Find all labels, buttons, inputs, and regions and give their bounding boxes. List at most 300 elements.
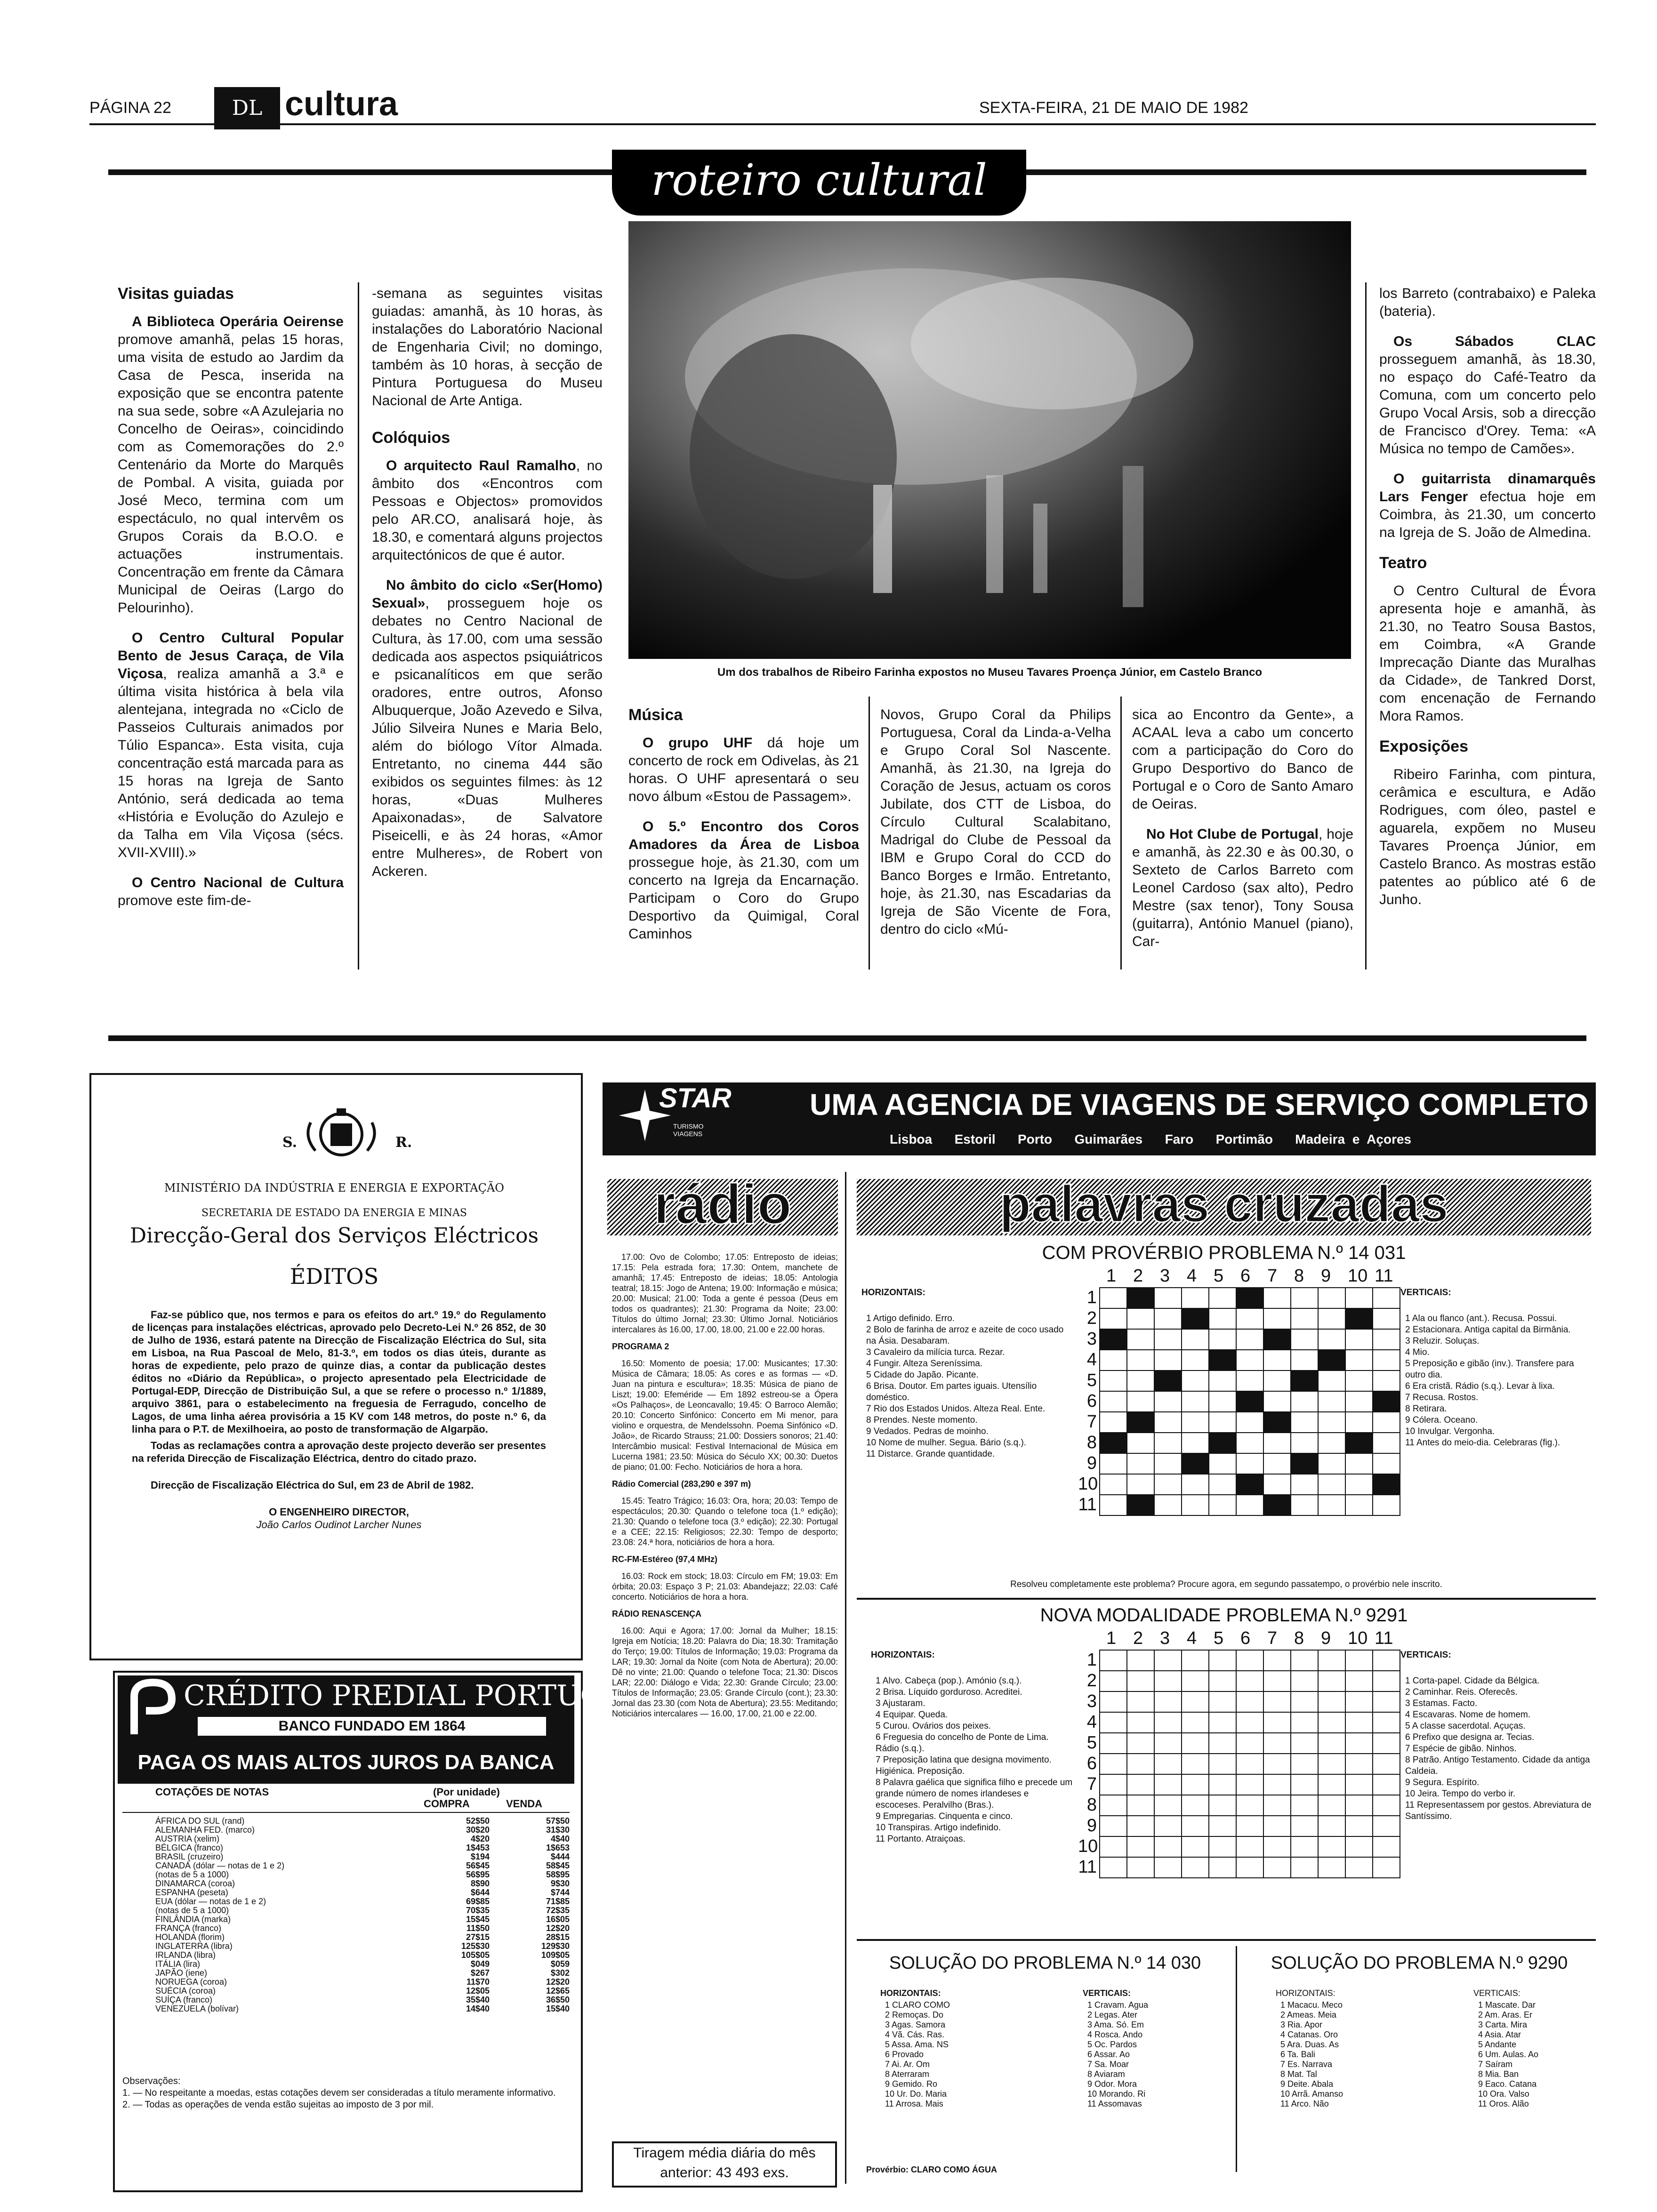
row-number: 9: [1086, 1816, 1097, 1835]
currency-name: EUA (dólar — notas de 1 e 2): [155, 1897, 266, 1906]
rate-row: [155, 1879, 570, 1888]
row-number: 6: [1086, 1754, 1097, 1773]
column-number: 10: [1348, 1628, 1368, 1648]
clue-item: 9 Deite. Abala: [1280, 2079, 1334, 2089]
rate-row: [155, 2004, 570, 2013]
problem-1-footer: Resolveu completamente este problema? Procure agora, em segundo passatempo, o provérbio nele inscrito.: [1010, 1579, 1442, 1589]
column-number: 9: [1321, 1266, 1331, 1286]
sell-rate: 129$30: [541, 1941, 570, 1951]
clue-item: 5 Cidade do Japão. Picante.: [866, 1370, 979, 1380]
clue-item: 6 Freguesia do concelho de Ponte de Lima. Rádio (s.q.).: [876, 1732, 1049, 1754]
clue-item: 10 Jeira. Tempo do verbo ir.: [1405, 1789, 1516, 1799]
clue-item: 7 Saíram: [1478, 2060, 1513, 2069]
currency-name: INGLATERRA (libra): [155, 1941, 233, 1951]
crossword-grid-2: [1099, 1650, 1400, 1878]
clue-item: 2 Caminhar. Reis. Oferecês.: [1405, 1687, 1518, 1697]
problem-2-verticais: [1405, 1675, 1593, 1822]
clue-item: 7 Rio dos Estados Unidos. Alteza Real. Ente.: [866, 1404, 1046, 1414]
clue-item: 6 Brisa. Doutor. Em partes iguais. Utensílio doméstico.: [866, 1381, 1037, 1403]
clue-item: 8 Patrão. Antigo Testamento. Cidade da antiga Caldeia.: [1405, 1755, 1590, 1776]
buy-rate: 105$05: [461, 1950, 490, 1960]
sell-rate: 9$30: [550, 1879, 570, 1888]
sell-rate: 31$30: [546, 1825, 570, 1835]
clue-item: 7 Preposição latina que designa movimento. Higiénica. Preposição.: [876, 1755, 1052, 1776]
clue-item: 5 Curou. Ovários dos peixes.: [876, 1721, 991, 1731]
buy-rate: 56$95: [466, 1870, 490, 1879]
column-number: 10: [1348, 1266, 1368, 1286]
column-number: 4: [1187, 1628, 1197, 1648]
sell-rate: 12$65: [546, 1986, 570, 1996]
clue-item: 8 Aviaram: [1087, 2069, 1125, 2079]
row-number: 5: [1086, 1733, 1097, 1753]
row-number: 7: [1086, 1774, 1097, 1794]
clue-item: 4 Fungir. Alteza Sereníssima.: [866, 1359, 983, 1369]
edict-s-right: R.: [395, 1134, 412, 1151]
buy-rate: 12$05: [466, 1986, 490, 1996]
buy-rate: 30$20: [466, 1825, 490, 1835]
clue-item: 11 Distarce. Grande quantidade.: [866, 1449, 995, 1459]
rate-row: [155, 1906, 570, 1915]
sol1-v-label: VERTICAIS:: [1083, 1988, 1131, 1998]
buy-rate: 11$70: [466, 1977, 490, 1987]
problem-2-title: NOVA MODALIDADE PROBLEMA N.º 9291: [1040, 1605, 1408, 1626]
clue-item: 8 Retirara.: [1405, 1404, 1447, 1414]
clue-item: 5 Preposição e gibão (inv.). Transfere para outro dia.: [1405, 1359, 1574, 1380]
heading-coloquios: Colóquios: [372, 429, 450, 447]
sell-rate: 16$05: [546, 1915, 570, 1924]
rate-row: [155, 1960, 570, 1969]
exhibition-photo: [628, 221, 1351, 659]
clue-item: 4 Mio.: [1405, 1347, 1430, 1357]
buy-rate: 35$40: [466, 1995, 490, 2004]
row-number: 9: [1086, 1453, 1097, 1473]
rate-row: [155, 1942, 570, 1951]
currency-name: ESPANHA (peseta): [155, 1888, 228, 1897]
edict-s-left: S.: [282, 1134, 298, 1151]
rate-row: [155, 1826, 570, 1835]
row-number: 11: [1078, 1857, 1097, 1877]
star-slogan: UMA AGENCIA DE VIAGENS DE SERVIÇO COMPLETO: [810, 1088, 1589, 1122]
buy-rate: 69$85: [466, 1897, 490, 1906]
credito-col-unit: (Por unidade): [433, 1786, 500, 1798]
clue-item: 4 Catanas. Oro: [1280, 2030, 1338, 2039]
clue-item: 7 Sa. Moar: [1087, 2060, 1129, 2069]
row-number: 2: [1086, 1671, 1097, 1691]
clue-item: 7 Espécie de gibão. Ninhos.: [1405, 1744, 1517, 1754]
clue-item: 5 Ara. Duas. As: [1280, 2040, 1339, 2049]
currency-name: (notas de 5 a 1000): [155, 1906, 229, 1915]
buy-rate: 70$35: [466, 1906, 490, 1915]
clue-item: 3 Ajustaram.: [876, 1699, 925, 1708]
credito-col-sell: VENDA: [506, 1798, 543, 1810]
problem-divider: [857, 1598, 1596, 1600]
clue-item: 4 Rosca. Ando: [1087, 2030, 1143, 2039]
clue-item: 10 Transpiras. Artigo indefinido.: [876, 1823, 1001, 1833]
problem-1-horizontais: [866, 1313, 1073, 1460]
row-number: 2: [1086, 1308, 1097, 1328]
buy-rate: $267: [470, 1968, 490, 1978]
crossword-grid-1: [1099, 1287, 1400, 1516]
rate-row: [155, 1969, 570, 1978]
clue-item: 8 Aterraram: [885, 2069, 930, 2079]
sell-rate: $059: [550, 1959, 570, 1969]
currency-name: IRLANDA (libra): [155, 1950, 216, 1960]
column-number: 9: [1321, 1628, 1331, 1648]
problem-1-column-numbers: [1106, 1266, 1401, 1286]
clue-item: 1 Macacu. Meco: [1280, 2000, 1343, 2010]
clue-item: 11 Assomavas: [1087, 2099, 1142, 2108]
header-rule: [89, 123, 1596, 125]
solution-2-horizontais: [1280, 2000, 1422, 2109]
buy-rate: $194: [470, 1852, 490, 1861]
currency-name: NORUEGA (coroa): [155, 1977, 227, 1987]
sell-rate: 12$20: [546, 1923, 570, 1933]
paragraph: Novos, Grupo Coral da Philips Portuguesa, Coral da Linda-a-Velha e Grupo Coral Sol Nascente. Amanhã, às 21.30, na Igreja do Coração de Jesus, actuam os coros Jubilate, dos CTT de Lisboa, do Círculo Cultural Scalabitano, Madrigal do Clube de Pessoal da IBM e Grupo Coral do CCD do Banco Borges e Irmão. Entretanto, hoje, às 21.30, nas Escadarias da Igreja de São Vicente de Fora, dentro do ciclo «Mú-: [880, 707, 1111, 937]
problem-2-column-numbers: [1106, 1628, 1401, 1649]
row-number: 1: [1086, 1650, 1097, 1670]
problem-1-title: COM PROVÉRBIO PROBLEMA N.º 14 031: [1042, 1242, 1406, 1263]
problem-2-row-numbers: [1078, 1650, 1097, 1877]
clue-item: 5 Oc. Pardos: [1087, 2040, 1137, 2049]
clue-item: 7 Ai. Ar. Om: [885, 2060, 930, 2069]
row-number: 4: [1086, 1350, 1097, 1370]
column-number: 8: [1294, 1628, 1304, 1648]
edict-body: Faz-se público que, nos termos e para os efeitos do art.º 19.º do Regulamento de licenças para instalações eléctricas, aprovado pelo Decreto-Lei N.º 26 852, de 30 de Julho de 1936, estará patente na Direcção de Fiscalização Eléctrica do Sul, sita em Lisboa, na Rua Pascoal de Melo, 81-3.º, em todos os dias úteis, durante as horas de expediente, pelo prazo de quinze dias, a contar da publicação destes éditos no «Diário da República», o projecto apresentado pela Electricidade de Portugal-EDP, Direcção de Distribuição Sul, a que se refere o processo n.º 1/1889, arquivo 3861, para o estabelecimento na freguesia de Ferragudo, concelho de Lagos, de uma linha aérea provisória a 15 KV com 148 metros, do poste n.º 6, da linha para o P.T. de Mexilhoeira, ao posto de transformação de Algarpão. Todas as reclamações contra a aprovação deste projecto deverão ser presentes na referida Direcção de Fiscalização Eléctrica, dentro do citado prazo. Direcção de Fiscalização Eléctrica do Sul, em 23 de Abril de 1982. O ENGENHEIRO DIRECTOR, João Carlos Oudinot Larcher Nunes: [132, 1309, 546, 1531]
currency-name: BÉLGICA (franco): [155, 1843, 224, 1852]
clue-item: 11 Arco. Não: [1280, 2099, 1329, 2108]
clue-item: 11 Arrosa. Mais: [885, 2099, 943, 2108]
sell-rate: 1$653: [546, 1843, 570, 1852]
rate-row: [155, 1978, 570, 1987]
paragraph: Os Sábados CLAC prosseguem amanhã, às 18.30, no espaço do Café-Teatro da Comuna, com um concerto pelo Grupo Vocal Arsis, sob a direcção de Francisco d'Orey. Tema: «A Música no tempo de Camões».: [1379, 334, 1596, 457]
clue-item: 1 Cravam. Agua: [1087, 2000, 1149, 2010]
clue-item: 9 Cólera. Oceano.: [1405, 1415, 1478, 1425]
clue-item: 6 Um. Aulas. Ao: [1478, 2050, 1539, 2059]
clue-item: 6 Ta. Bali: [1280, 2050, 1315, 2059]
problem-2-horizontais-label: HORIZONTAIS:: [871, 1650, 935, 1660]
clue-item: 9 Empregarias. Cinquenta e cinco.: [876, 1811, 1013, 1821]
clue-item: 1 Corta-papel. Cidade da Bélgica.: [1405, 1676, 1540, 1686]
credito-rule: [122, 1812, 570, 1813]
clue-item: 1 CLARO COMO: [885, 2000, 950, 2010]
clue-item: 3 Reluzir. Soluças.: [1405, 1336, 1480, 1346]
clue-item: 5 Andante: [1478, 2040, 1517, 2049]
clue-item: 11 Representassem por gestos. Abreviatura de Santíssimo.: [1405, 1800, 1592, 1821]
clue-item: 9 Segura. Espírito.: [1405, 1778, 1480, 1787]
clue-item: 6 Era cristã. Rádio (s.q.). Levar à lixa.: [1405, 1381, 1555, 1391]
paragraph: O 5.º Encontro dos Coros Amadores da Área de Lisboa prossegue hoje, às 21.30, com um concerto na Igreja da Encarnação. Participam o Coro do Grupo Desportivo da Quimigal, Coral Caminhos: [628, 819, 859, 942]
edict-secretariat: SECRETARIA DE ESTADO DA ENERGIA E MINAS: [201, 1207, 467, 1219]
clue-item: 6 Assar. Ao: [1087, 2050, 1130, 2059]
clue-item: 4 Vã. Cás. Ras.: [885, 2030, 945, 2039]
issue-date: SEXTA-FEIRA, 21 DE MAIO DE 1982: [979, 99, 1248, 117]
clue-item: 4 Equipar. Queda.: [876, 1710, 948, 1720]
clue-item: 2 Am. Aras. Er: [1478, 2010, 1533, 2020]
column-number: 7: [1267, 1628, 1278, 1648]
currency-name: VENEZUELA (bolívar): [155, 2004, 239, 2013]
clue-item: 5 A classe sacerdotal. Açuças.: [1405, 1721, 1526, 1731]
roteiro-col-1: [118, 285, 344, 922]
currency-name: CANADÁ (dólar — notas de 1 e 2): [155, 1861, 285, 1870]
paragraph: O Centro Cultural Popular Bento de Jesus Caraça, de Vila Viçosa, realiza amanhã a 3.ª e última visita histórica à bela vila alentejana, integrada no «Ciclo de Passeios Culturais animados por Túlio Espanca». Esta visita, cuja concentração está marcada para as 15 horas na Igreja de Santo António, será dedicada ao tema «História e Evolução do Azulejo e da Talha em Vila Viçosa (sécs. XVII-XVIII).»: [118, 630, 344, 860]
sell-rate: $444: [550, 1852, 570, 1861]
solution-2-verticais: [1478, 2000, 1596, 2109]
clue-item: 3 Carta. Mira: [1478, 2020, 1528, 2029]
clue-item: 3 Agas. Samora: [885, 2020, 946, 2029]
row-number: 5: [1086, 1370, 1097, 1390]
star-logo-text: STAR: [659, 1083, 732, 1114]
credito-founded: BANCO FUNDADO EM 1864: [198, 1717, 546, 1736]
column-number: 5: [1214, 1266, 1224, 1286]
rate-row: [155, 1870, 570, 1879]
problem-1-verticais: [1405, 1313, 1593, 1449]
clue-item: 9 Vedados. Pedras de moinho.: [866, 1427, 989, 1436]
clue-item: 9 Odor. Mora: [1087, 2079, 1137, 2089]
currency-name: FINLÂNDIA (marka): [155, 1915, 231, 1924]
clue-item: 3 Estamas. Facto.: [1405, 1699, 1478, 1708]
currency-name: BRASIL (cruzeiro): [155, 1852, 224, 1861]
sell-rate: 12$20: [546, 1977, 570, 1987]
buy-rate: 1$453: [466, 1843, 490, 1852]
rate-row: [155, 1888, 570, 1897]
edict-ministry: MINISTÉRIO DA INDÚSTRIA E ENERGIA E EXPORTAÇÃO: [164, 1181, 504, 1194]
column-number: 4: [1187, 1266, 1197, 1286]
buy-rate: 15$45: [466, 1915, 490, 1924]
column-number: 1: [1106, 1628, 1117, 1648]
buy-rate: 56$45: [466, 1861, 490, 1870]
row-number: 10: [1078, 1474, 1098, 1494]
clue-item: 1 Artigo definido. Erro.: [866, 1314, 955, 1323]
clue-item: 11 Portanto. Atraiçoas.: [876, 1834, 965, 1844]
clue-item: 5 Assa. Ama. NS: [885, 2040, 949, 2049]
column-number: 8: [1294, 1266, 1304, 1286]
sell-rate: 36$50: [546, 1995, 570, 2004]
row-number: 1: [1086, 1288, 1097, 1307]
heading-exposicoes: Exposições: [1379, 737, 1468, 755]
sell-rate: 28$15: [546, 1932, 570, 1942]
buy-rate: 4$20: [470, 1834, 490, 1843]
clue-item: 10 Invulgar. Vergonha.: [1405, 1427, 1495, 1436]
clue-item: 10 Ur. Do. Maria: [885, 2089, 947, 2099]
sell-rate: 57$50: [546, 1816, 570, 1826]
currency-name: ÁFRICA DO SUL (rand): [155, 1816, 245, 1826]
row-number: 3: [1086, 1691, 1097, 1711]
credito-name: CRÉDITO PREDIAL PORTUGUÊS: [184, 1679, 667, 1712]
row-number: 7: [1086, 1412, 1097, 1432]
roteiro-title: roteiro cultural: [612, 150, 1026, 216]
clue-item: 7 Es. Narrava: [1280, 2060, 1333, 2069]
row-number: 3: [1086, 1329, 1097, 1349]
credito-slogan: PAGA OS MAIS ALTOS JUROS DA BANCA: [118, 1741, 574, 1784]
column-divider: [358, 282, 359, 970]
solution-1-proverb: Provérbio: CLARO COMO ÁGUA: [866, 2165, 997, 2174]
clue-item: 6 Prefixo que designa ar. Tecias.: [1405, 1732, 1535, 1742]
rates-table: [155, 1817, 570, 2013]
buy-rate: 27$15: [466, 1932, 490, 1942]
rate-row: [155, 1861, 570, 1870]
rate-row: [155, 1996, 570, 2004]
column-number: 1: [1106, 1266, 1117, 1286]
currency-name: JAPÃO (iene): [155, 1968, 208, 1978]
clue-item: 1 Alvo. Cabeça (pop.). Amónio (s.q.).: [876, 1676, 1022, 1686]
problem-2-horizontais: [876, 1675, 1073, 1845]
column-number: 11: [1375, 1266, 1393, 1286]
clue-item: 2 Ameas. Meia: [1280, 2010, 1337, 2020]
currency-name: FRANÇA (franco): [155, 1923, 222, 1933]
tiragem-box: Tiragem média diária do mês anterior: 43 493 exs.: [612, 2141, 837, 2188]
rate-row: [155, 1817, 570, 1826]
column-number: 3: [1160, 1266, 1170, 1286]
column-divider: [845, 1172, 846, 2184]
edict-title: ÉDITOS: [290, 1264, 379, 1289]
sell-rate: 71$85: [546, 1897, 570, 1906]
paragraph: No âmbito do ciclo «Ser(Homo) Sexual», prosseguem hoje os debates no Centro Nacional de Cultura, às 17.00, com uma sessão dedicada aos aspectos psiquiátricos e psicanalíticos em que serão oradores, entre outros, Afonso Albuquerque, João Azevedo e Silva, Júlio Silveira Nunes e Maria Belo, além do biólogo Vítor Almada. Entretanto, no cinema 444 são exibidos os seguintes filmes: às 12 horas, «Duas Mulheres Apaixonadas», de Salvatore Piseicelli, e às 24 horas, «Amor entre Mulheres», de Robert von Ackeren.: [372, 577, 603, 879]
rate-row: [155, 1835, 570, 1843]
star-cities: Lisboa Estoril Porto Guimarães Faro Portimão Madeira e Açores: [890, 1132, 1412, 1146]
buy-rate: 11$50: [466, 1923, 490, 1933]
star-logo-sub: TURISMO VIAGENS: [673, 1122, 704, 1138]
coat-of-arms-icon: [301, 1104, 381, 1165]
solution-1-horizontais: [885, 2000, 1026, 2109]
paragraph: O arquitecto Raul Ramalho, no âmbito dos «Encontros com Pessoas e Objectos» promovidos pelo AR.CO, analisará hoje, às 18.30, e comentará alguns projectos arquitectónicos de que é autor.: [372, 458, 603, 563]
column-number: 5: [1214, 1628, 1224, 1648]
column-number: 6: [1240, 1628, 1251, 1648]
heading-teatro: Teatro: [1379, 554, 1427, 572]
column-number: 6: [1240, 1266, 1251, 1286]
roteiro-bottom-rule: [108, 1035, 1586, 1041]
row-number: 10: [1078, 1836, 1098, 1856]
roteiro-col-2: [372, 285, 603, 893]
radio-title: rádio: [653, 1173, 792, 1236]
rate-row: [155, 1933, 570, 1942]
solution-1-title: SOLUÇÃO DO PROBLEMA N.º 14 030: [889, 1953, 1201, 1973]
buy-rate: 52$50: [466, 1816, 490, 1826]
paragraph: -semana as seguintes visitas guiadas: amanhã, às 10 horas, às instalações do Laboratório Nacional de Engenharia Civil; no domingo, também às 10 horas, à secção de Pintura Portuguesa do Museu Nacional de Arte Antiga.: [372, 286, 603, 409]
paragraph: Ribeiro Farinha, com pintura, cerâmica e escultura, e Adão Rodrigues, com óleo, pastel e aguarela, expõem no Museu Tavares Proença Júnior, em Castelo Branco. As mostras estão patentes ao público até 6 de Junho.: [1379, 767, 1596, 907]
clue-item: 1 Mascate. Dar: [1478, 2000, 1536, 2010]
column-number: 2: [1133, 1266, 1143, 1286]
sol1-h-label: HORIZONTAIS:: [880, 1988, 941, 1998]
problem-1-row-numbers: [1078, 1287, 1097, 1515]
buy-rate: $049: [470, 1959, 490, 1969]
rate-row: [155, 1852, 570, 1861]
credito-logo-icon: [127, 1678, 179, 1739]
buy-rate: $644: [470, 1888, 490, 1897]
column-number: 2: [1133, 1628, 1143, 1648]
rate-row: [155, 1951, 570, 1960]
solution-1-verticais: [1087, 2000, 1229, 2109]
sell-rate: 15$40: [546, 2004, 570, 2013]
row-number: 4: [1086, 1712, 1097, 1732]
roteiro-col-5: [1132, 706, 1353, 963]
sell-rate: 109$05: [541, 1950, 570, 1960]
clue-item: 3 Cavaleiro da milícia turca. Rezar.: [866, 1347, 1005, 1357]
paragraph: No Hot Clube de Portugal, hoje e amanhã, às 22.30 e às 00.30, o Sexteto de Carlos Barreto com Leonel Cardoso (sax alto), Pedro Mestre (sax tenor), Tony Sousa (guitarra), António Manuel (piano), Car-: [1132, 826, 1353, 949]
clue-item: 9 Eaco. Catana: [1478, 2079, 1537, 2089]
radio-listings: 17.00: Ovo de Colombo; 17.05: Entreposto de ideias; 17.15: Pela estrada fora; 17.30: Ontem, manchete de amanhã; 17.45: Entreposto de ideias; 18.05: Antologia teatral; 18.15: Jogo de Antena; 19.00: Informação e música; 20.00: Musical; 21.00: Toda a gente é pessoa (Deus em todos os quadrantes); 21.30: Programa da Noite; 23.00: Títulos do último Jornal; 23.30: Último Jornal. Noticiários intercalares às 16.00, 17.00, 18.00, 21.00 e 22.00 horas. PROGRAMA 2 16.50: Momento de poesia; 17.00: Musicantes; 17.30: Música de Câmara; 18.05: As cores e as formas — «D. Juan na pintura e escultura»; 18.35: Música de piano de Liszt; 19.00: Efeméride — Em 1892 estreou-se a Ópera «Os Palhaços», de Leoncavallo; 19.45: O Barroco Alemão; 20.10: Concerto Sinfónico: Concerto em Mi menor, para violino e orquestra, de Mendelssohn. Poema Sinfónico «D. João», de Ricardo Strauss; 21.00: Dossiers sonoros; 21.40: Intercâmbio musical: Festival Internacional de Música em Lucerna 1981; 23.50: Música do Século XX; 00.30: Duetos de piano; 01.00: Fecho. Noticiários de hora a hora. Rádio Comercial (283,290 e 397 m) 15.45: Teatro Trágico; 16.03: Ora, hora; 20.03: Tempo de espectáculos; 20.30: Quando o telefone toca (1.º edição); 21.30: Quando o telefone toca (3.º edição); 22.30: Portugal e a CEE; 22.15: Religiosos; 22.30: Tempo de desporto; 23.08: 24.ª hora, noticiários de hora a hora. RC-FM-Estéreo (97,4 MHz) 16.03: Rock em stock; 18.03: Círculo em FM; 19.03: Em órbita; 20.03: Espaço 3 P; 21.03: Abandejazz; 22.03: Café concerto. Noticiários de hora a hora. RÁDIO RENASCENÇA 16.00: Aqui e Agora; 17.00: Jornal da Mulher; 18.15: Igreja em Notícia; 18.20: Palavra do Dia; 18.30: Tramitação do Terço; 19.00: Títulos de Informação; 19.03: Programa da LAR; 19.30: Jornal da Noite (com Nota de Abertura); 20.00: Dê no vinte; 21.00: Quando o telefone Toca; 21.30: Discos LAR; 22.00: Diálogo e Vida; 22.30: Grande Círculo; 23.00: Títulos de Informação; 23.05: Grande Círculo (cont.); 23.30: Jornal das 23.30 (com Nota de Abertura); 23.55: Meditando; Noticiários intercalares — 16.00, 17.00, 21.00 e 22.00.: [612, 1252, 838, 1718]
row-number: 6: [1086, 1391, 1097, 1411]
paragraph: los Barreto (contrabaixo) e Paleka (bateria).: [1379, 286, 1596, 319]
currency-name: HOLANDA (florim): [155, 1932, 225, 1942]
row-number: 11: [1078, 1495, 1097, 1515]
sol2-h-label: HORIZONTAIS:: [1276, 1988, 1335, 1998]
clue-item: 8 Mia. Ban: [1478, 2069, 1519, 2079]
solutions-rule: [857, 1939, 1596, 1941]
photo-caption: Um dos trabalhos de Ribeiro Farinha expostos no Museu Tavares Proença Júnior, em Castelo Branco: [717, 666, 1263, 679]
clue-item: 10 Arrã. Amanso: [1280, 2089, 1343, 2099]
clue-item: 8 Mat. Tal: [1280, 2069, 1317, 2079]
row-number: 8: [1086, 1433, 1097, 1452]
paragraph: A Biblioteca Operária Oeirense promove amanhã, pelas 15 horas, uma visita de estudo ao Jardim da Casa de Pesca, inserida na exposição que se encontra patente na sua sede, sobre «A Azulejaria no Concelho de Oeiras», coincidindo com as Comemorações do 2.º Centenário da Morte do Marquês de Pombal. A visita, guiada por José Meco, termina com um espectáculo, no qual intervêm os Grupos Corais da B.O.O. e actuações instrumentais. Concentração em frente da Câmara Municipal de Oeiras (Largo do Pelourinho).: [118, 314, 344, 616]
currency-name: (notas de 5 a 1000): [155, 1870, 229, 1879]
currency-name: ALEMANHA FED. (marco): [155, 1825, 255, 1835]
paragraph: O Centro Nacional de Cultura promove este fim-de-: [118, 875, 344, 908]
row-number: 8: [1086, 1795, 1097, 1815]
roteiro-col-3: [628, 706, 859, 955]
column-divider: [1236, 1946, 1237, 2172]
clue-item: 10 Ora. Valso: [1478, 2089, 1529, 2099]
paragraph: sica ao Encontro da Gente», a ACAAL leva a cabo um concerto com a participação do Coro do Grupo Desportivo do Banco de Portugal e o Coro de Santo Amaro de Oeiras.: [1132, 707, 1353, 812]
sell-rate: 58$45: [546, 1861, 570, 1870]
solution-2-title: SOLUÇÃO DO PROBLEMA N.º 9290: [1271, 1953, 1568, 1973]
clue-item: 8 Prendes. Neste momento.: [866, 1415, 978, 1425]
clue-item: 1 Ala ou flanco (ant.). Recusa. Possui.: [1405, 1314, 1557, 1323]
artwork-image: [628, 221, 1351, 659]
buy-rate: 14$40: [466, 2004, 490, 2013]
clue-item: 8 Palavra gaélica que significa filho e precede um grande número de nomes irlandeses e escoceses. Peralvilho (Bras.).: [876, 1778, 1073, 1810]
currency-name: ITÁLIA (lira): [155, 1959, 201, 1969]
sol2-v-label: VERTICAIS:: [1473, 1988, 1520, 1998]
section-title: cultura: [285, 85, 398, 123]
column-number: 7: [1267, 1266, 1278, 1286]
currency-name: AUSTRIA (xelim): [155, 1834, 220, 1843]
column-divider: [1365, 282, 1367, 970]
problem-1-horizontais-label: HORIZONTAIS:: [861, 1288, 925, 1298]
clue-item: 2 Remoças. Do: [885, 2010, 944, 2020]
clue-item: 6 Provado: [885, 2050, 924, 2059]
clue-item: 3 Ria. Apor: [1280, 2020, 1323, 2029]
clue-item: 2 Brisa. Líquido gorduroso. Acreditei.: [876, 1687, 1022, 1697]
rate-row: [155, 1924, 570, 1933]
column-number: 11: [1375, 1628, 1393, 1648]
credito-col-notes: COTAÇÕES DE NOTAS: [155, 1786, 269, 1798]
clue-item: 11 Antes do meio-dia. Celebraras (fig.).: [1405, 1438, 1560, 1448]
heading-musica: Música: [628, 706, 683, 724]
edict-direction: Direcção-Geral dos Serviços Eléctricos: [129, 1224, 539, 1248]
credito-col-buy: COMPRA: [424, 1798, 470, 1810]
column-divider: [1120, 697, 1122, 970]
currency-name: DINAMARCA (coroa): [155, 1879, 235, 1888]
column-number: 3: [1160, 1628, 1170, 1648]
buy-rate: 8$90: [470, 1879, 490, 1888]
clue-item: 4 Escavaras. Nome de homem.: [1405, 1710, 1531, 1720]
rate-row: [155, 1987, 570, 1996]
newspaper-logo: DL: [214, 87, 280, 129]
rate-row: [155, 1843, 570, 1852]
currency-name: SUÉCIA (coroa): [155, 1986, 216, 1996]
paragraph: O Centro Cultural de Évora apresenta hoje e amanhã, às 21.30, no Teatro Sousa Bastos, em Coimbra, «A Grande Imprecação Diante das Muralhas da Cidade», de Tankred Dorst, com encenação de Fernando Mora Ramos.: [1379, 583, 1596, 724]
clue-item: 11 Oros. Alão: [1478, 2099, 1529, 2108]
sell-rate: $744: [550, 1888, 570, 1897]
rate-row: [155, 1915, 570, 1924]
heading-visitas: Visitas guiadas: [118, 285, 234, 303]
clue-item: 2 Legas. Ater: [1087, 2010, 1138, 2020]
roteiro-col-4: [880, 706, 1111, 951]
page-number: PÁGINA 22: [89, 99, 171, 117]
clue-item: 2 Estacionara. Antiga capital da Birmânia.: [1405, 1325, 1571, 1335]
problem-2-verticais-label: VERTICAIS:: [1400, 1650, 1451, 1660]
paragraph: O guitarrista dinamarquês Lars Fenger efectua hoje em Coimbra, às 21.30, um concerto na Igreja de S. João de Almedina.: [1379, 471, 1596, 540]
